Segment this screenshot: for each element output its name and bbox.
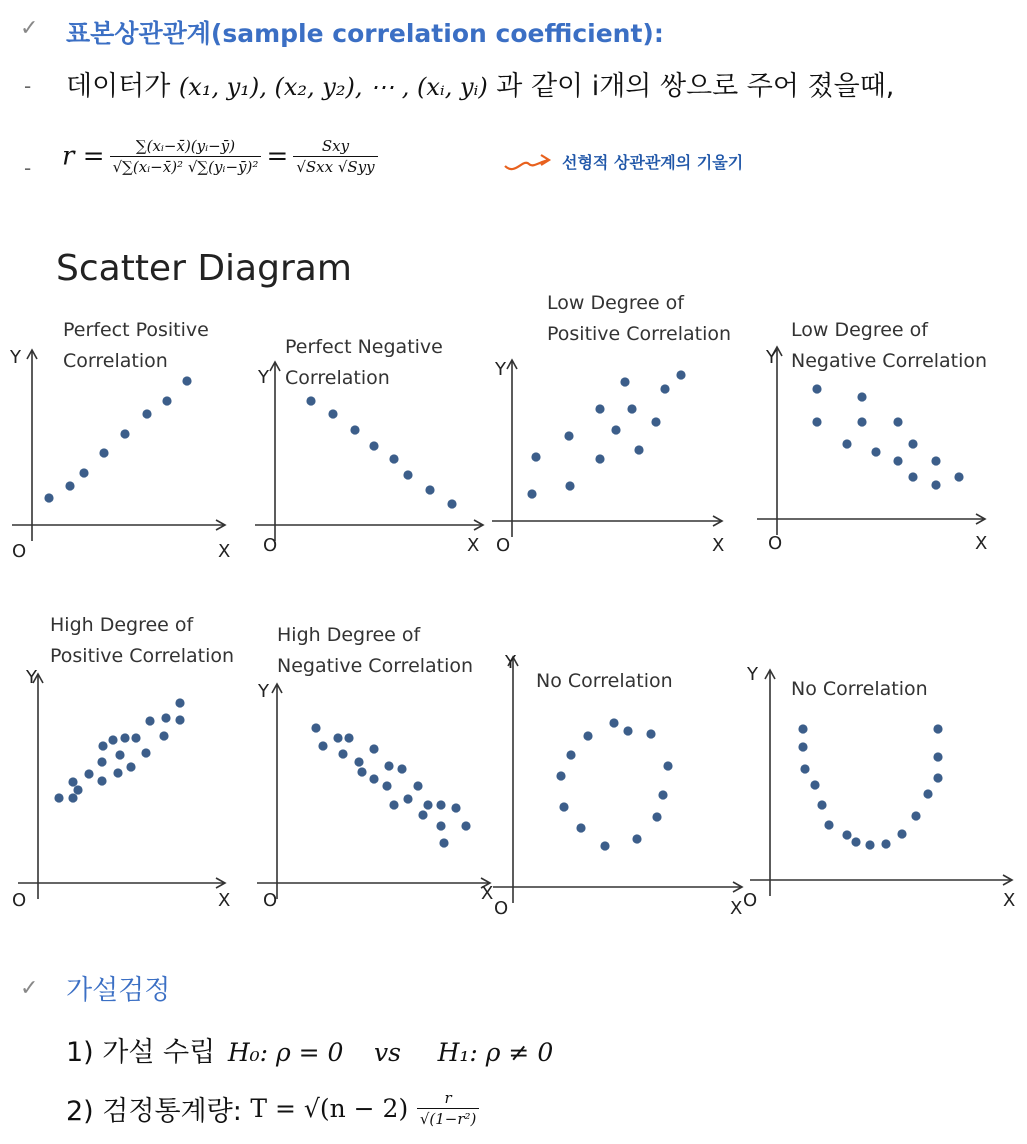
panel-6-point — [369, 744, 378, 753]
panel-7-x-label: X — [730, 898, 743, 919]
panel-1-label-line1: Perfect Positive — [63, 319, 209, 341]
sentence-prefix: 데이터가 — [66, 71, 171, 102]
panel-3-label — [547, 288, 731, 350]
panel-4-point — [893, 456, 902, 465]
panel-7-y-label: Y — [505, 652, 516, 673]
panel-8-point — [923, 789, 932, 798]
panel-2-point — [369, 441, 378, 450]
fraction-2-denominator: √Sxx √Syy — [296, 158, 375, 176]
panel-6-label-line1: High Degree of — [277, 624, 421, 646]
panel-8-origin-label: O — [743, 890, 758, 911]
step-1-text: 1) 가설 수립 — [66, 1037, 216, 1068]
panel-6-point — [397, 764, 406, 773]
panel-5-y-label: Y — [26, 667, 37, 688]
h0-expression: H₀: ρ = 0 — [227, 1038, 344, 1067]
panel-6-label — [277, 620, 473, 682]
panel-8-point — [911, 811, 920, 820]
handwritten-note: 선형적 상관관계의 기울기 — [562, 153, 744, 172]
panel-8-y-label: Y — [747, 664, 758, 685]
panel-4-point — [931, 480, 940, 489]
panel-5-point — [115, 750, 124, 759]
scatter-diagram-title: Scatter Diagram — [56, 248, 352, 289]
h1-expression: H₁: ρ ≠ 0 — [437, 1038, 554, 1067]
panel-6-point — [461, 821, 470, 830]
panel-6-point — [436, 821, 445, 830]
panel-3-label-line1: Low Degree of — [547, 292, 684, 314]
panel-1-point — [79, 468, 88, 477]
panel-5-point — [113, 768, 122, 777]
panel-2-label-line2: Correlation — [285, 367, 390, 389]
panel-8-point — [933, 773, 942, 782]
panel-7-point — [632, 834, 641, 843]
panel-3-y-label: Y — [495, 359, 506, 380]
panel-6-point — [418, 810, 427, 819]
panel-4-origin-label: O — [768, 533, 783, 554]
panel-2-point — [328, 409, 337, 418]
panel-6-point — [382, 781, 391, 790]
panel-8-point — [817, 800, 826, 809]
panel-1-y-label: Y — [10, 347, 21, 368]
panel-7-point — [623, 726, 632, 735]
panel-6-point — [338, 749, 347, 758]
panel-3-point — [627, 404, 636, 413]
panel-6-y-label: Y — [258, 681, 269, 702]
panel-6-point — [413, 781, 422, 790]
panel-6-point — [384, 761, 393, 770]
panel-5-label-line2: Positive Correlation — [50, 645, 235, 667]
section-heading-correlation: 표본상관관계(sample correlation coefficient): — [66, 19, 664, 48]
section-heading-hypothesis-test: 가설검정 — [66, 975, 171, 1006]
panel-6-point — [318, 741, 327, 750]
panel-4-point — [871, 447, 880, 456]
test-statistic-numerator: r — [417, 1088, 480, 1109]
panel-1-label-line2: Correlation — [63, 350, 168, 372]
panel-5-point — [97, 757, 106, 766]
panel-8-label-line1: No Correlation — [791, 678, 928, 700]
panel-2-point — [447, 499, 456, 508]
panel-4-point — [842, 439, 851, 448]
panel-6-point — [344, 733, 353, 742]
panel-6-origin-label: O — [263, 890, 278, 911]
panel-5-point — [120, 733, 129, 742]
test-statistic-denominator: √(1−r²) — [419, 1110, 477, 1128]
panel-6-point — [354, 757, 363, 766]
panel-2-point — [306, 396, 315, 405]
panel-7-label — [536, 666, 673, 697]
panel-8-point — [798, 724, 807, 733]
panel-3-point — [527, 489, 536, 498]
panel-2-point — [425, 485, 434, 494]
panel-1-origin-label: O — [12, 541, 27, 562]
panel-8-point — [933, 752, 942, 761]
panel-1-x-label: X — [218, 541, 231, 562]
step-2-test-statistic — [66, 1088, 479, 1129]
panel-2-label — [285, 332, 443, 394]
panel-2-point — [350, 425, 359, 434]
panel-5-origin-label: O — [12, 890, 27, 911]
panel-8-point — [810, 780, 819, 789]
sentence-suffix: 과 같이 i개의 쌍으로 주어 졌을때, — [496, 71, 895, 102]
panel-8-point — [933, 724, 942, 733]
test-statistic-fraction — [417, 1088, 480, 1129]
fraction-1-numerator: ∑(xᵢ−x̄)(yᵢ−ȳ) — [110, 136, 262, 157]
panel-8-point — [798, 742, 807, 751]
panel-5-point — [175, 698, 184, 707]
panel-2-label-line1: Perfect Negative — [285, 336, 443, 358]
panel-2-origin-label: O — [263, 535, 278, 556]
panel-5-point — [73, 785, 82, 794]
panel-7-point — [663, 761, 672, 770]
panel-4-point — [812, 384, 821, 393]
panel-5-point — [68, 793, 77, 802]
panel-3-point — [676, 370, 685, 379]
panel-5-point — [68, 777, 77, 786]
step-1-hypothesis — [66, 1030, 553, 1069]
panel-1-point — [162, 396, 171, 405]
panel-4-y-label: Y — [766, 347, 777, 368]
panel-6-point — [436, 800, 445, 809]
panel-5-point — [161, 713, 170, 722]
panel-3-point — [565, 481, 574, 490]
panel-4-label-line1: Low Degree of — [791, 319, 928, 341]
panel-8-point — [865, 840, 874, 849]
panel-4-point — [857, 392, 866, 401]
check-icon: ✓ — [20, 976, 39, 1001]
panel-8-point — [824, 820, 833, 829]
panel-7-point — [583, 731, 592, 740]
panel-4-point — [931, 456, 940, 465]
panel-1-point — [44, 493, 53, 502]
test-statistic-lhs: T = √(n − 2) — [250, 1094, 409, 1123]
panel-3-x-label: X — [712, 535, 725, 556]
r-lhs: r = — [62, 141, 105, 172]
panel-1-label — [63, 315, 209, 377]
panel-7-point — [609, 718, 618, 727]
panel-1-point — [182, 376, 191, 385]
panel-1-point — [99, 448, 108, 457]
panel-6-point — [423, 800, 432, 809]
panel-7-point — [646, 729, 655, 738]
panel-3-point — [595, 404, 604, 413]
panel-2-y-label: Y — [258, 367, 269, 388]
panel-2-x-label: X — [467, 535, 480, 556]
panel-6-label-line2: Negative Correlation — [277, 655, 474, 677]
panel-8-x-label: X — [1003, 890, 1016, 911]
panel-6-point — [389, 800, 398, 809]
panel-5-point — [126, 762, 135, 771]
check-icon: ✓ — [20, 16, 39, 41]
panel-7-point — [556, 771, 565, 780]
panel-7-label-line1: No Correlation — [536, 670, 673, 692]
equals-sign: = — [266, 141, 289, 172]
panel-6-point — [333, 733, 342, 742]
panel-7-point — [559, 802, 568, 811]
panel-5-point — [131, 733, 140, 742]
panel-4-point — [812, 417, 821, 426]
panel-5-point — [145, 716, 154, 725]
panel-8-point — [897, 829, 906, 838]
panel-5-x-label: X — [218, 890, 231, 911]
panel-7-point — [600, 841, 609, 850]
panel-3-point — [660, 384, 669, 393]
panel-5-point — [108, 735, 117, 744]
panel-5-point — [98, 741, 107, 750]
panel-7-point — [652, 812, 661, 821]
panel-6-point — [369, 774, 378, 783]
panel-2-point — [403, 470, 412, 479]
panel-5-point — [141, 748, 150, 757]
pairs-expression: (x₁, y₁), (x₂, y₂), ⋯ , (xᵢ, yᵢ) — [178, 73, 488, 101]
panel-6-point — [403, 794, 412, 803]
panel-7-point — [566, 750, 575, 759]
panel-6-point — [357, 767, 366, 776]
panel-3-point — [531, 452, 540, 461]
panel-4-point — [908, 439, 917, 448]
panel-3-point — [564, 431, 573, 440]
fraction-2-numerator: Sxy — [293, 136, 377, 157]
panel-8-label — [791, 674, 928, 705]
panel-8-point — [881, 839, 890, 848]
panel-5-point — [97, 776, 106, 785]
panel-5-point — [175, 715, 184, 724]
panel-4-point — [893, 417, 902, 426]
panel-1-point — [65, 481, 74, 490]
panel-3-point — [611, 425, 620, 434]
bullet-dash: - — [24, 156, 32, 180]
panel-6-point — [439, 838, 448, 847]
step-2-text: 2) 검정통계량: — [66, 1096, 242, 1127]
panel-3-label-line2: Positive Correlation — [547, 323, 732, 345]
panel-4-point — [857, 417, 866, 426]
bullet-dash: - — [24, 74, 32, 98]
panel-7-point — [658, 790, 667, 799]
panel-3-point — [634, 445, 643, 454]
panel-3-point — [651, 417, 660, 426]
panel-7-origin-label: O — [494, 898, 509, 919]
vs-text: vs — [374, 1038, 401, 1067]
panel-5-point — [84, 769, 93, 778]
panel-8-point — [842, 830, 851, 839]
panel-8-point — [851, 837, 860, 846]
panel-1-point — [142, 409, 151, 418]
panel-4-label — [791, 315, 987, 377]
panel-8-point — [800, 764, 809, 773]
panel-5-point — [159, 731, 168, 740]
panel-3-point — [595, 454, 604, 463]
panel-6-point — [451, 803, 460, 812]
panel-3-origin-label: O — [496, 535, 511, 556]
panel-4-label-line2: Negative Correlation — [791, 350, 988, 372]
panel-5-label-line1: High Degree of — [50, 614, 194, 636]
panel-4-point — [908, 472, 917, 481]
panel-4-x-label: X — [975, 533, 988, 554]
panel-4-point — [954, 472, 963, 481]
panel-6-point — [311, 723, 320, 732]
panel-7-point — [576, 823, 585, 832]
fraction-1-denominator: √∑(xᵢ−x̄)² √∑(yᵢ−ȳ)² — [112, 158, 259, 176]
panel-1-point — [120, 429, 129, 438]
panel-5-point — [54, 793, 63, 802]
panel-6-x-label: X — [481, 883, 494, 904]
panel-5-label — [50, 610, 234, 672]
panel-2-point — [389, 454, 398, 463]
panel-3-point — [620, 377, 629, 386]
